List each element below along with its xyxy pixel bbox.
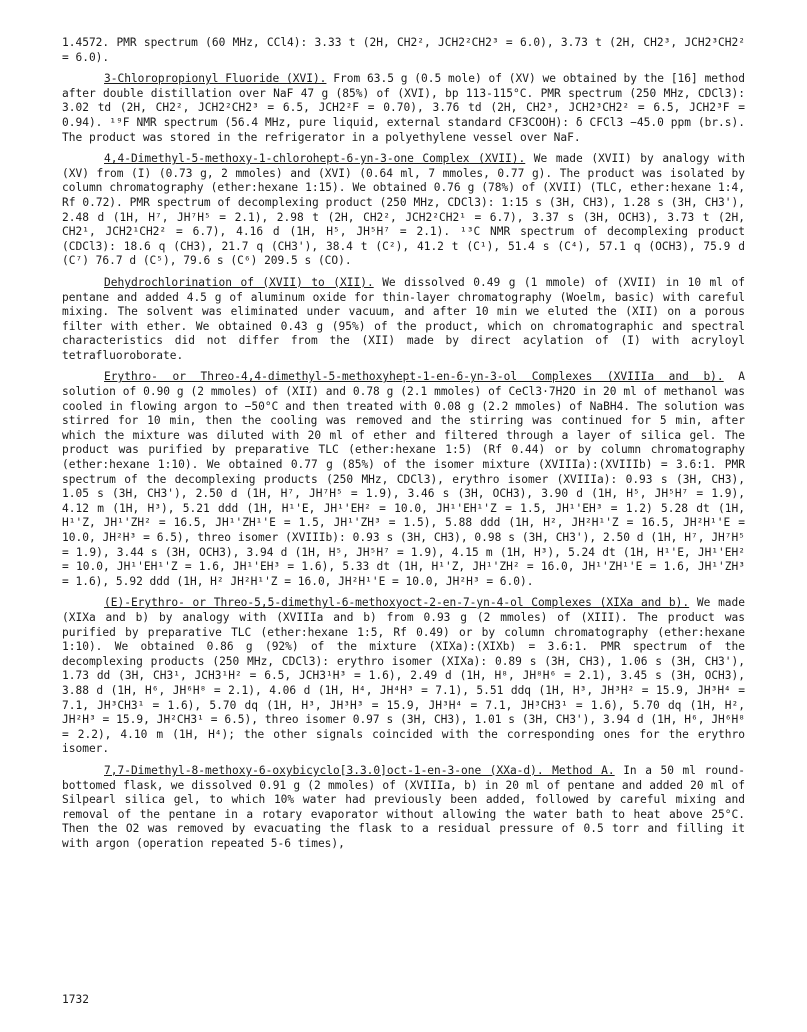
section-heading: 3-Chloropropionyl Fluoride (XVI). xyxy=(104,72,327,86)
section-heading: 7,7-Dimethyl-8-methoxy-6-oxybicyclo[3.3.0]oct-1-en-3-one (XXa-d). Method A. xyxy=(104,763,615,777)
paragraph-xx-method-a xyxy=(62,764,745,852)
paragraph-continuation xyxy=(62,36,745,65)
paragraph-dehydrochlorination xyxy=(62,276,745,364)
paragraph-xvii xyxy=(62,152,745,269)
paragraph-body: From 63.5 g (0.5 mole) of (XV) we obtained by the [16] method after double distillation over NaF 47 g (85%) of (XVI), bp 113-115°C. PMR spectrum (250 MHz, CDCl3): 3.02 td (2H, CH2², JCH2²CH2³ = 6.5, JCH2²F = 0.70), 3.76 td (2H, CH2³, JCH2³CH2² = 6.5, JCH2³F = 0.94). ¹⁹F NMR spectrum (56.4 MHz, pure liquid, external standard CF3COOH): δ CFCl3 −45.0 ppm (br.s). The product was stored in the refrigerator in a polyethylene vessel over NaF. xyxy=(62,72,745,144)
paragraph-xix xyxy=(62,596,745,757)
page-number: 1732 xyxy=(62,993,89,1006)
paragraph-body: We dissolved 0.49 g (1 mmole) of (XVII) in 10 ml of pentane and added 4.5 g of aluminum oxide for thin-layer chromatography (Woelm, basic) with careful mixing. The solvent was eliminated under vacuum, and after 10 min we eluted the (XII) on a porous filter with ether. We obtained 0.43 g (95%) of the product, which on chromatographic and spectral characteristics did not differ from the (XII) made by direct acylation of (I) with acryloyl tetrafluoroborate. xyxy=(62,275,745,362)
section-heading: Erythro- or Threo-4,4-dimethyl-5-methoxyhept-1-en-6-yn-3-ol Complexes (XVIIIa and b). xyxy=(104,370,724,384)
paragraph-xvi xyxy=(62,72,745,145)
paragraph-xviii xyxy=(62,370,745,589)
section-heading: Dehydrochlorination of (XVII) to (XII). xyxy=(104,275,374,289)
section-heading: (E)-Erythro- or Threo-5,5-dimethyl-6-methoxyoct-2-en-7-yn-4-ol Complexes (XIXa and b). xyxy=(104,596,690,610)
paragraph-body: In a 50 ml round-bottomed flask, we dissolved 0.91 g (2 mmoles) of (XVIIIa, b) in 20 ml of pentane and added 20 ml of Silpearl silica gel, to which 10% water had previously been added, followed by careful mixing and removal of the pentane in a rotary evaporator without allowing the water bath to heat above 25°C. Then the O2 was removed by evacuating the flask to a residual pressure of 0.5 torr and filling it with argon (operation repeated 5-6 times), xyxy=(62,763,745,850)
paragraph-body: 1.4572. PMR spectrum (60 MHz, CCl4): 3.33 t (2H, CH2², JCH2²CH2³ = 6.0), 3.73 t (2H, CH2³, JCH2³CH2² = 6.0). xyxy=(62,36,745,64)
paragraph-body: We made (XVII) by analogy with (XV) from (I) (0.73 g, 2 mmoles) and (XVI) (0.64 ml, 7 mmoles, 0.77 g). The product was isolated by column chromatography (ether:hexane 1:15). We obtained 0.76 g (78%) of (XVII) (TLC, ether:hexane 1:4, Rf 0.72). PMR spectrum of decomplexing product (250 MHz, CDCl3): 1:15 s (3H, CH3), 1.28 s (3H, CH3'), 2.48 d (1H, H⁷, JH⁷H⁵ = 2.1), 2.98 t (2H, CH2², JCH2²CH2¹ = 6.7), 3.37 s (3H, OCH3), 3.73 t (2H, CH2¹, JCH2¹CH2² = 6.7), 4.16 d (1H, H⁵, JH⁵H⁷ = 2.1). ¹³C NMR spectrum of decomplexing product (CDCl3): 18.6 q (CH3), 21.7 q (CH3'), 38.4 t (C²), 41.2 t (C¹), 51.4 s (C⁴), 57.1 q (OCH3), 75.9 d (C⁷) 76.7 d (C⁵), 79.6 s (C⁶) 209.5 s (CO). xyxy=(62,152,745,268)
paragraph-body: A solution of 0.90 g (2 mmoles) of (XII) and 0.78 g (2.1 mmoles) of CeCl3·7H2O in 20 ml of methanol was cooled in flowing argon to −50°C and then treated with 0.08 g (2.2 mmoles) of NaBH4. The solution was stirred for 10 min, then the cooling was removed and the stirring was continued for 5 min, after which the mixture was diluted with 20 ml of ether and filtered through a layer of silica gel. The product was purified by preparative TLC (ether:hexane 1:5) (Rf 0.44) or by column chromatography (ether:hexane 1:10). We obtained 0.77 g (85%) of the isomer mixture (XVIIIa):(XVIIIb) = 3.6:1. PMR spectrum of the decomplexing products (250 MHz, CDCl3), erythro isomer (XVIIIa): 0.93 s (3H, CH3), 1.05 s (3H, CH3'), 2.50 d (1H, H⁷, JH⁷H⁵ = 1.9), 3.46 s (3H, OCH3), 3.90 d (1H, H⁵, JH⁵H⁷ = 1.9), 4.12 m (1H, H³), 5.21 ddd (1H, H¹'E, JH¹'EH² = 10.0, JH¹'EH¹'Z = 1.5, JH¹'EH³ = 1.2) 5.28 dt (1H, H¹'Z, JH¹'ZH² = 16.5, JH¹'ZH¹'E = 1.5, JH¹'ZH³ = 1.5), 5.88 ddd (1H, H², JH²H¹'Z = 16.5, JH²H¹'E = 10.0, JH²H³ = 6.5), threo isomer (XVIIIb): 0.93 s (3H, CH3), 0.98 s (3H, CH3'), 2.50 d (1H, H⁷, JH⁷H⁵ = 1.9), 3.44 s (3H, OCH3), 3.94 d (1H, H⁵, JH⁵H⁷ = 1.9), 4.15 m (1H, H³), 5.24 dt (1H, H¹'E, JH¹'EH² = 10.0, JH¹'EH¹'Z = 1.6, JH¹'EH³ = 1.6), 5.33 dt (1H, H¹'Z, JH¹'ZH² = 16.0, JH¹'ZH¹'E = 1.6, JH¹'ZH³ = 1.6), 5.92 ddd (1H, H² JH²H¹'Z = 16.0, JH²H¹'E = 10.0, JH²H³ = 6.0). xyxy=(62,370,745,588)
section-heading: 4,4-Dimethyl-5-methoxy-1-chlorohept-6-yn-3-one Complex (XVII). xyxy=(104,152,526,166)
paragraph-body: We made (XIXa and b) by analogy with (XVIIIa and b) from 0.93 g (2 mmoles) of (XIII). The product was purified by preparative TLC (ether:hexane 1:5, Rf 0.49) or by column chromatography (ether:hexane 1:10). We obtained 0.86 g (92%) of the mixture (XIXa):(XIXb) = 3.6:1. PMR spectrum of the decomplexing products (250 MHz, CDCl3): erythro isomer (XIXa): 0.89 s (3H, CH3), 1.06 s (3H, CH3'), 1.73 dd (3H, CH3¹, JCH3¹H² = 6.5, JCH3¹H³ = 1.6), 2.49 d (1H, H⁸, JH⁸H⁶ = 2.1), 3.45 s (3H, OCH3), 3.88 d (1H, H⁶, JH⁶H⁸ = 2.1), 4.06 d (1H, H⁴, JH⁴H³ = 7.1), 5.51 ddq (1H, H³, JH³H² = 15.9, JH³H⁴ = 7.1, JH³CH3¹ = 1.6), 5.70 dq (1H, H³, JH³H³ = 15.9, JH³H⁴ = 7.1, JH³CH3¹ = 1.6), 5.70 dq (1H, H², JH²H³ = 15.9, JH²CH3¹ = 6.5), threo isomer 0.97 s (3H, CH3), 1.01 s (3H, CH3'), 3.94 d (1H, H⁶, JH⁶H⁸ = 2.2), 4.10 m (1H, H⁴); the other signals coincided with the corresponding ones for the erythro isomer. xyxy=(62,596,746,756)
